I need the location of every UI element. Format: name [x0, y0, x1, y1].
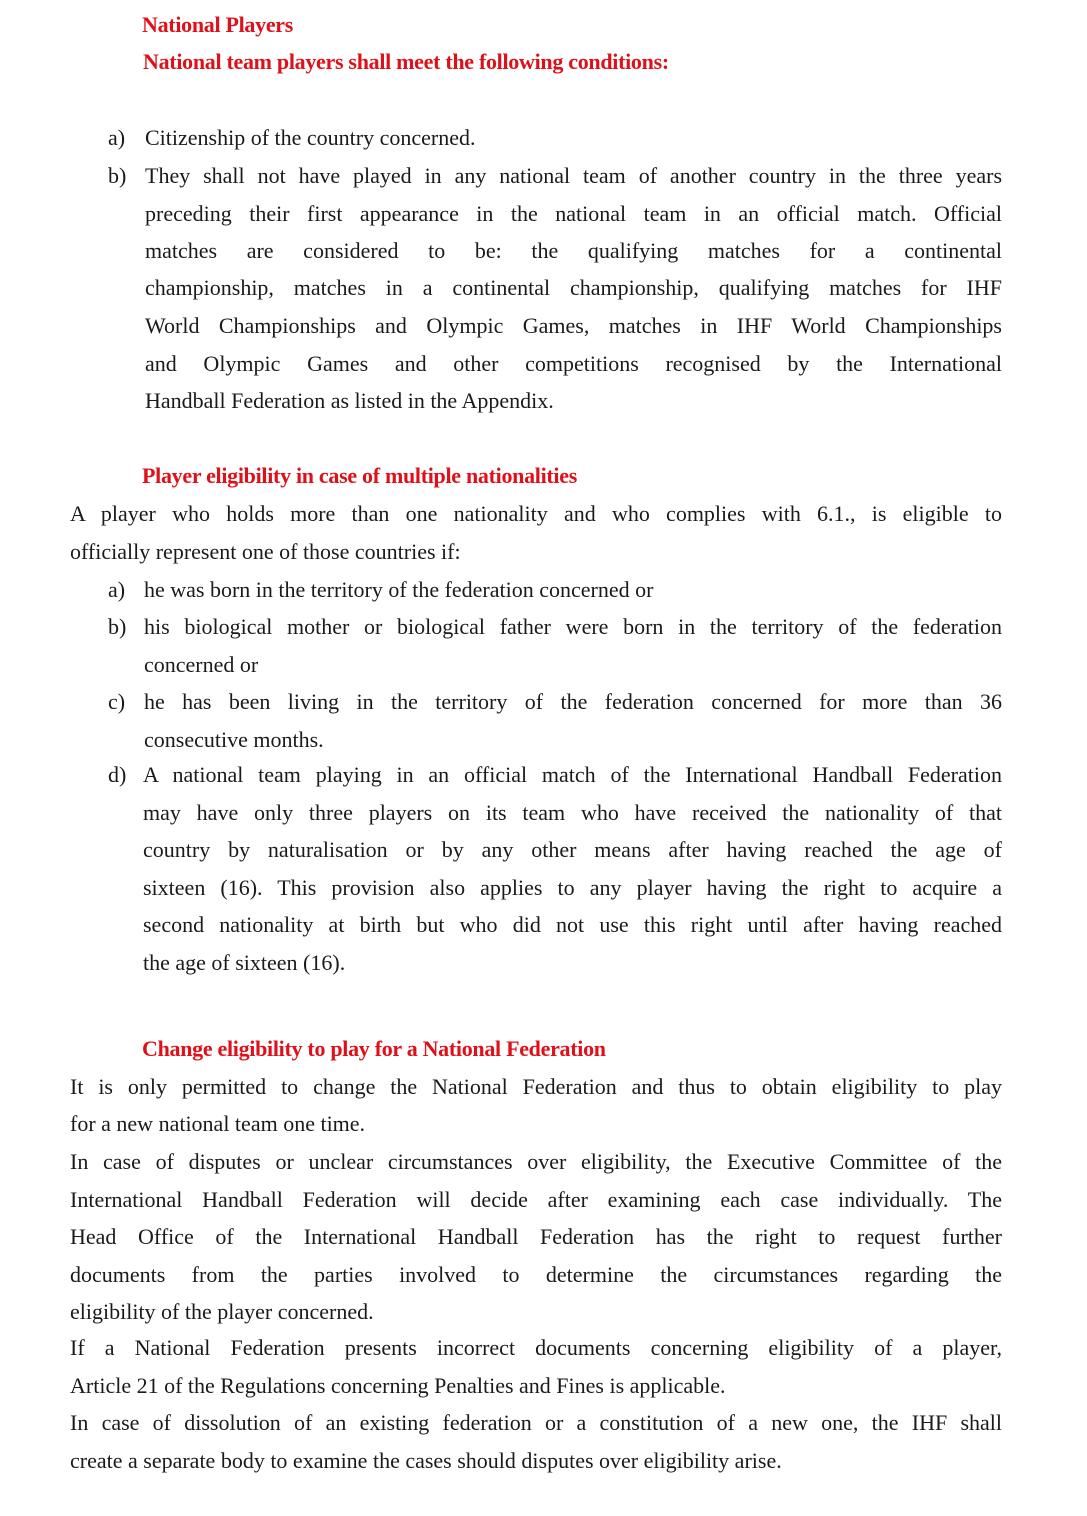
list-item-line: Handball Federation as listed in the Appendix.: [145, 388, 554, 413]
paragraph-line: documents from the parties involved to determine the circumstances regarding the: [70, 1262, 1002, 1287]
paragraph-line: In case of dissolution of an existing federation or a constitution of a new one, the IHF shall: [70, 1410, 1002, 1435]
list-marker: d): [108, 762, 127, 787]
paragraph-line: If a National Federation presents incorrect documents concerning eligibility of a player,: [70, 1335, 1002, 1360]
paragraph-line: create a separate body to examine the cases should disputes over eligibility arise.: [70, 1448, 782, 1473]
section-title-change-eligibility: Change eligibility to play for a National Federation: [142, 1036, 606, 1061]
list-marker: b): [108, 614, 127, 639]
list-item-line: World Championships and Olympic Games, matches in IHF World Championships: [145, 313, 1002, 338]
list-item-line: consecutive months.: [144, 727, 324, 752]
list-item-line: may have only three players on its team who have received the nationality of that: [143, 800, 1002, 825]
list-item-line: and Olympic Games and other competitions recognised by the International: [145, 351, 1002, 376]
list-marker: b): [108, 163, 127, 188]
list-item-line: Citizenship of the country concerned.: [145, 125, 476, 150]
list-item-line: second nationality at birth but who did not use this right until after having reached: [143, 912, 1002, 937]
section-title-multiple-nationalities: Player eligibility in case of multiple nationalities: [142, 463, 577, 488]
list-item-line: concerned or: [144, 652, 259, 677]
list-item-line: matches are considered to be: the qualifying matches for a continental: [145, 238, 1002, 263]
list-marker: c): [108, 689, 126, 714]
list-item-line: the age of sixteen (16).: [143, 950, 346, 975]
section-title-national-players: National Players: [142, 12, 294, 37]
list-marker: a): [108, 577, 126, 602]
paragraph-line: for a new national team one time.: [70, 1111, 366, 1136]
paragraph-line: officially represent one of those countries if:: [70, 539, 461, 564]
list-item-line: sixteen (16). This provision also applies to any player having the right to acquire a: [143, 875, 1002, 900]
list-item-line: country by naturalisation or by any other means after having reached the age of: [143, 837, 1002, 862]
paragraph-line: International Handball Federation will decide after examining each case individually. The: [70, 1187, 1002, 1212]
list-item-line: preceding their first appearance in the national team in an official match. Official: [145, 201, 1002, 226]
list-item-line: his biological mother or biological father were born in the territory of the federation: [144, 614, 1002, 639]
section-subtitle: National team players shall meet the following conditions:: [143, 49, 669, 74]
list-item-line: A national team playing in an official match of the International Handball Federation: [143, 762, 1002, 787]
list-item-line: he has been living in the territory of the federation concerned for more than 36: [144, 689, 1002, 714]
paragraph-line: It is only permitted to change the National Federation and thus to obtain eligibility to play: [70, 1074, 1002, 1099]
list-item-line: championship, matches in a continental championship, qualifying matches for IHF: [145, 275, 1002, 300]
paragraph-line: eligibility of the player concerned.: [70, 1299, 374, 1324]
list-item-line: he was born in the territory of the federation concerned or: [144, 577, 654, 602]
paragraph-line: A player who holds more than one nationality and who complies with 6.1., is eligible to: [70, 501, 1002, 526]
paragraph-line: In case of disputes or unclear circumstances over eligibility, the Executive Committee of the: [70, 1149, 1002, 1174]
paragraph-line: Article 21 of the Regulations concerning Penalties and Fines is applicable.: [70, 1373, 726, 1398]
list-item-line: They shall not have played in any national team of another country in the three years: [145, 163, 1002, 188]
paragraph-line: Head Office of the International Handball Federation has the right to request further: [70, 1224, 1002, 1249]
list-marker: a): [108, 125, 126, 150]
